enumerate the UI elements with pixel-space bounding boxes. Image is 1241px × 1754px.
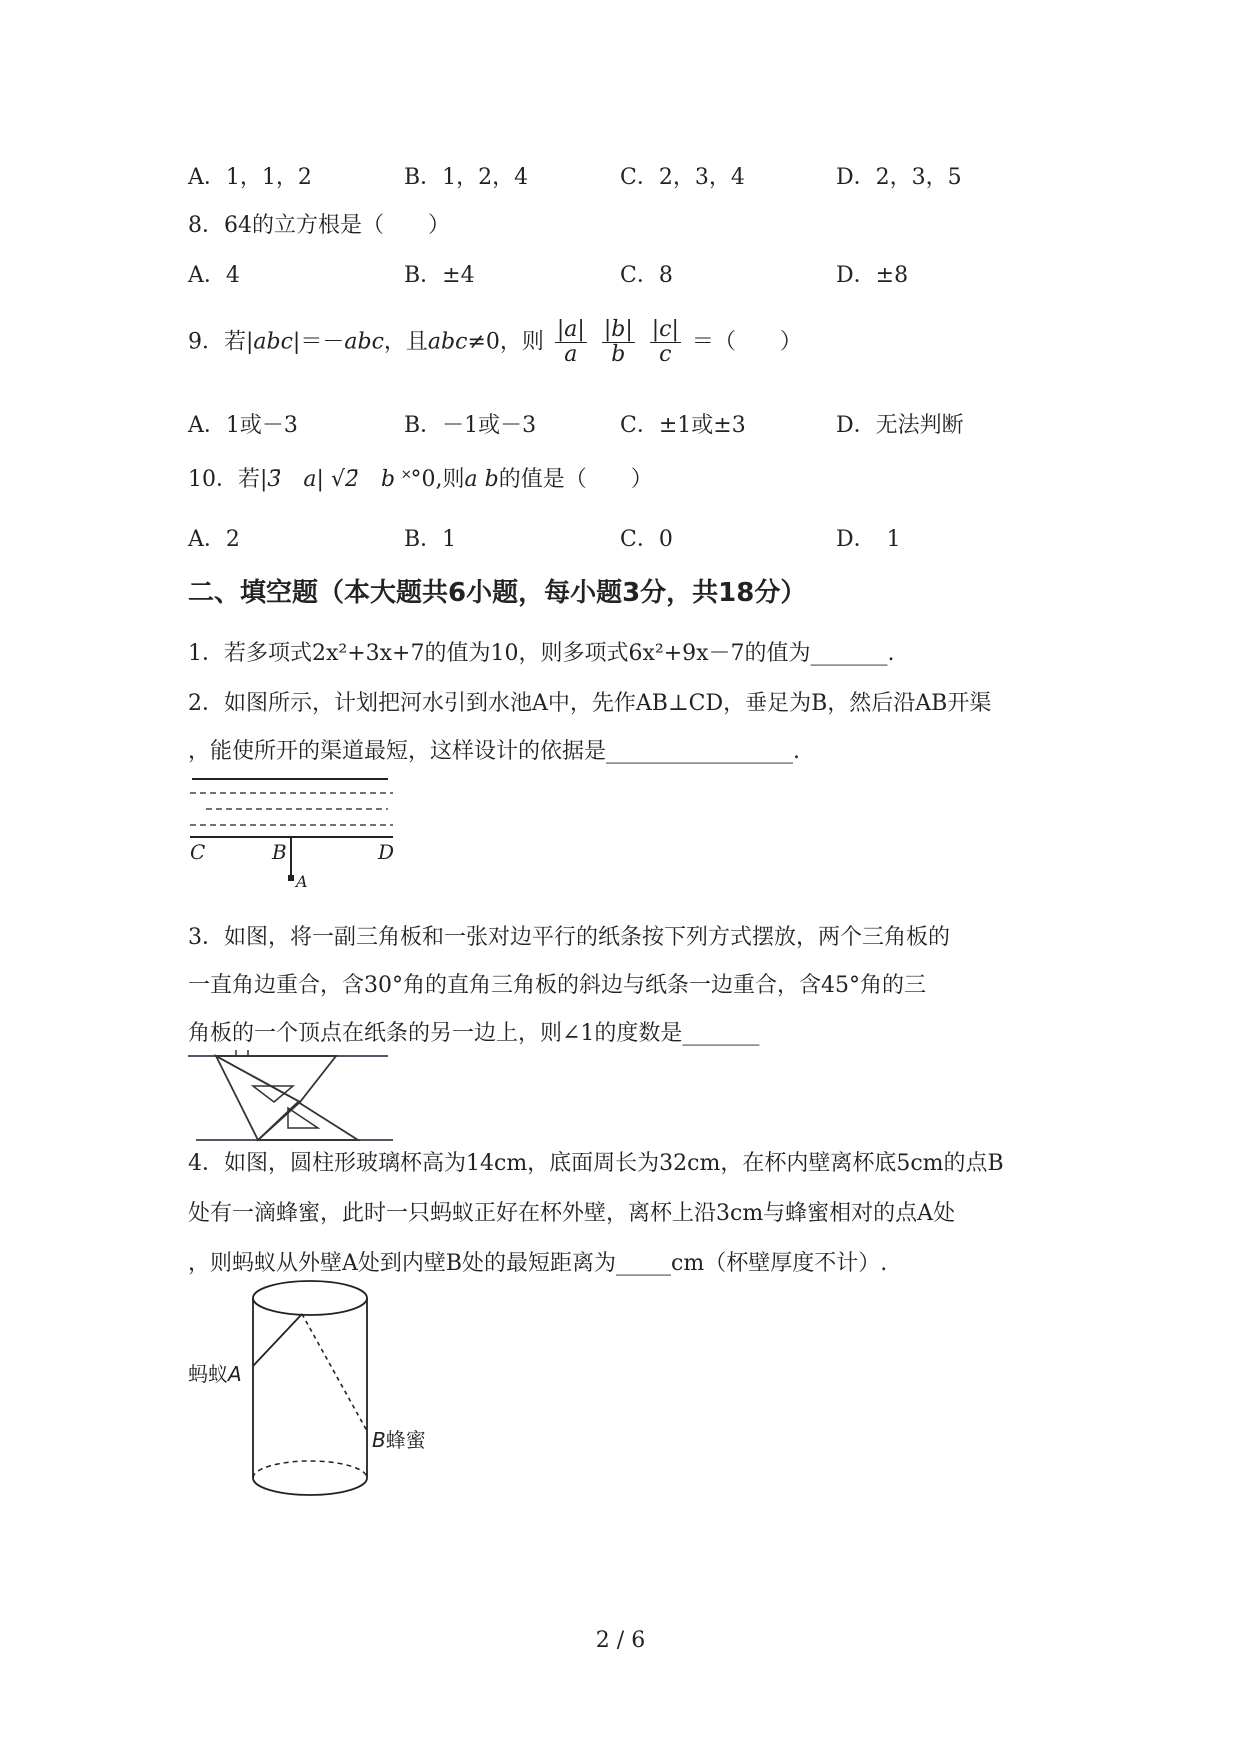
q10-option-a: A．2	[188, 527, 240, 552]
ant-path-solid	[253, 1314, 302, 1366]
q9-option-b: B．－1或－3	[404, 413, 537, 438]
fill3-line1: 3．如图，将一副三角板和一张对边平行的纸条按下列方式摆放，两个三角板的	[188, 925, 950, 950]
q9-mid: ，且	[383, 329, 428, 355]
q9-abs-abc: |abc|	[246, 329, 301, 355]
fill4-line2: 处有一滴蜂蜜，此时一只蚂蚁正好在杯外壁，离杯上沿3cm与蜂蜜相对的点A处	[188, 1201, 956, 1226]
q10-mid: 则	[442, 467, 465, 492]
ant-path-dashed	[302, 1314, 367, 1431]
fill1-text: 1．若多项式2x²+3x+7的值为10，则多项式6x²+9x－7的值为_______.	[188, 641, 895, 666]
q7-option-c: C．2，3，4	[620, 165, 745, 190]
cylinder-bottom-front	[253, 1478, 367, 1495]
point-a-marker	[288, 875, 294, 881]
label-c: C	[190, 840, 206, 864]
q9-eq: ＝－	[300, 329, 345, 355]
q10-option-d: D． 1	[836, 527, 901, 552]
q9-option-c: C．±1或±3	[620, 413, 746, 438]
q9-fraction-a: $\frac{|a|}{a}$	[556, 317, 585, 368]
fill4-line3: ，则蚂蚁从外壁A处到内壁B处的最短距离为_____cm（杯壁厚度不计）.	[188, 1251, 888, 1276]
label-b: B	[272, 840, 287, 864]
triangle-30-outer	[216, 1056, 336, 1102]
q10-var-b: b	[484, 467, 499, 492]
q8-option-a: A．4	[188, 263, 240, 288]
fill2-line2: ，能使所开的渠道最短，这样设计的依据是_________________.	[188, 739, 800, 764]
page-number: 2 / 6	[595, 1628, 646, 1653]
honey-label: B蜂蜜	[372, 1428, 426, 1452]
fill2-line1: 2．如图所示，计划把河水引到水池A中，先作AB⊥CD，垂足为B，然后沿AB开渠	[188, 691, 992, 716]
q10-stem	[188, 462, 653, 493]
q9-fraction-c: $\frac{|c|}{c}$	[651, 317, 679, 368]
label-a: A	[296, 872, 308, 891]
q9-option-a: A．1或－3	[188, 413, 298, 438]
q9-fraction-b: $\frac{|b|}{b}$	[603, 317, 633, 368]
q9-neq: ≠0，则	[467, 329, 544, 355]
q9-abc2: abc	[427, 329, 468, 355]
q10-expr1: |3̄ a|	[260, 467, 324, 492]
q7-option-a: A．1，1，2	[188, 165, 312, 190]
q8-stem: 8．64的立方根是（ ）	[188, 213, 450, 238]
q10-option-b: B．1	[404, 527, 457, 552]
q10-expr3: ˟°0,	[402, 467, 443, 492]
fill3-line2: 一直角边重合，含30°角的直角三角板的斜边与纸条一边重合，含45°角的三	[188, 973, 926, 998]
cylinder-top-ellipse	[253, 1281, 367, 1315]
fill4-line1: 4．如图，圆柱形玻璃杯高为14cm，底面周长为32cm，在杯内壁离杯底5cm的点B	[188, 1151, 1004, 1176]
q9-prefix: 9．若	[188, 329, 246, 355]
section-heading: 二、填空题（本大题共6小题，每小题3分，共18分）	[188, 578, 807, 608]
q7-option-b: B．1，2，4	[404, 165, 529, 190]
q10-tail: 的值是（ ）	[498, 467, 653, 492]
q8-option-b: B．±4	[404, 263, 475, 288]
set-square-diagram	[188, 1050, 398, 1145]
q10-prefix: 10．若	[188, 467, 260, 492]
ant-label: 蚂蚁A	[188, 1362, 242, 1386]
cylinder-diagram	[240, 1278, 380, 1503]
q10-expr2: √2̄ b	[330, 467, 396, 492]
q9-tail: ＝（ ）	[691, 329, 802, 355]
q10-var-a: a	[464, 467, 478, 492]
q9-stem	[188, 318, 802, 367]
q9-abc: abc	[344, 329, 384, 355]
q8-option-c: C．8	[620, 263, 673, 288]
q10-option-c: C．0	[620, 527, 673, 552]
fill3-line3: 角板的一个顶点在纸条的另一边上，则∠1的度数是_______	[188, 1021, 760, 1046]
q9-option-d: D．无法判断	[836, 413, 964, 438]
cylinder-bottom-back	[253, 1461, 367, 1478]
q8-option-d: D．±8	[836, 263, 909, 288]
q7-option-d: D．2，3，5	[836, 165, 962, 190]
label-d: D	[378, 840, 395, 864]
